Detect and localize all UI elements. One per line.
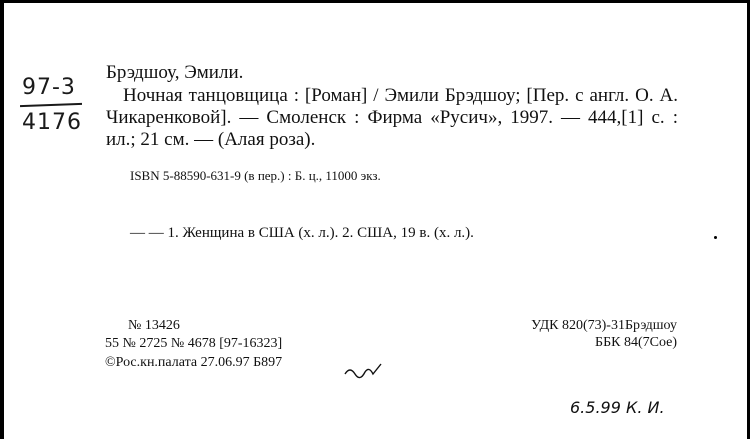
author-heading: Брэдшоу, Эмили. — [106, 62, 244, 83]
bibliographic-description: Ночная танцовщица : [Роман] / Эмили Брэдшоу; [Пер. с англ. О. А. Чикаренковой]. — Смоленск : Фирма «Русич», 1997. — 444,[1] с. : ил.; 21 см. — (Алая роза). — [106, 85, 678, 150]
call-number-divider — [20, 103, 82, 107]
registry-number: № 13426 — [128, 318, 180, 333]
card-border-left — [0, 0, 4, 439]
udc-classification: УДК 820(73)-31Брэдшоу — [531, 318, 677, 333]
handwritten-signature: 6.5.99 К. И. — [570, 398, 665, 417]
stray-dot — [714, 236, 717, 239]
isbn-line: ISBN 5-88590-631-9 (в пер.) : Б. ц., 11000 экз. — [130, 168, 381, 183]
bbk-classification: ББК 84(7Сое) — [595, 335, 677, 350]
subject-headings: — — 1. Женщина в США (х. л.). 2. США, 19 в. (х. л.). — [130, 225, 474, 241]
handwritten-mark-icon — [343, 362, 388, 380]
call-number-top: 97-3 — [22, 75, 76, 100]
registry-numbers-line: 55 № 2725 № 4678 [97-16323] — [105, 336, 283, 351]
card-border-top — [0, 0, 750, 3]
book-chamber-line: ©Рос.кн.палата 27.06.97 Б897 — [105, 355, 283, 370]
call-number-bottom: 4176 — [22, 110, 82, 135]
